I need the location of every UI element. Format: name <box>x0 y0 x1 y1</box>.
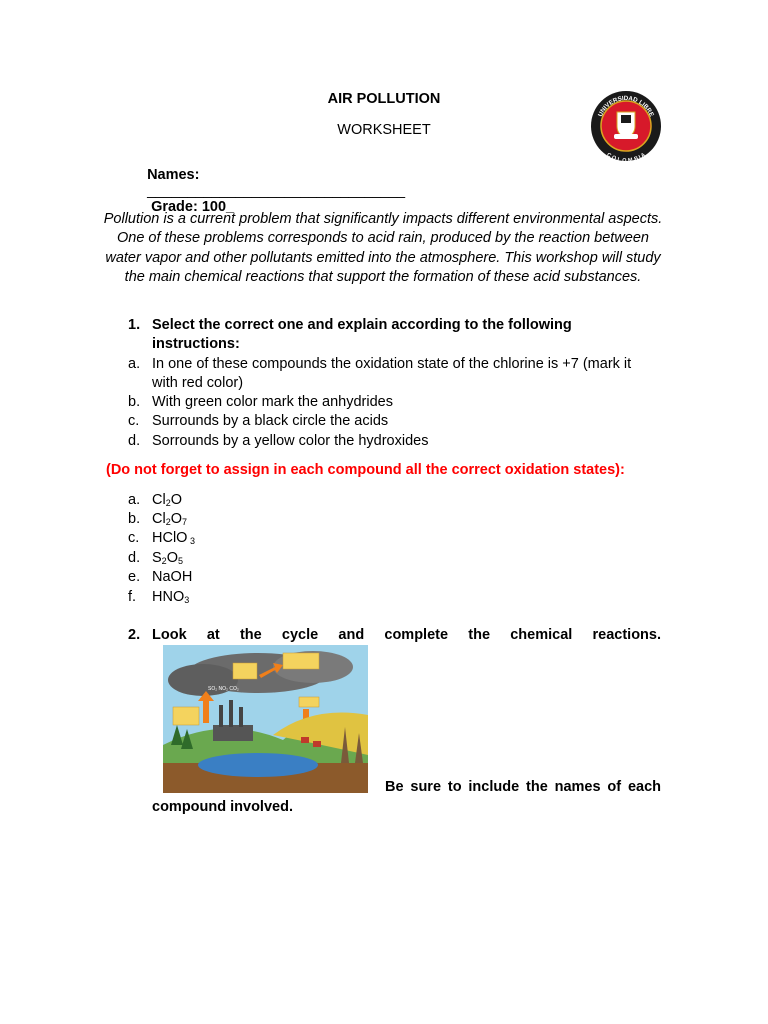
q2-number: 2. <box>128 627 141 643</box>
compound-formula[interactable]: HClO $_3$ <box>152 530 195 546</box>
q1-item-marker: a. <box>128 356 141 372</box>
compound-formula[interactable]: $HNO_3$ <box>152 589 190 605</box>
q2-word: chemical <box>510 627 573 643</box>
q2-word: to <box>447 779 462 795</box>
q2-line3: compound involved. <box>152 799 293 815</box>
q1-instruction-line2: instructions: <box>152 336 240 352</box>
compound-marker: f. <box>128 589 137 605</box>
q2-word: include <box>468 779 520 795</box>
q1-item-text: In one of these compounds the oxidation state of the chlorine is +7 (mark it <box>152 356 632 372</box>
q1-item-marker: d. <box>128 433 141 449</box>
q2-word: complete <box>384 627 449 643</box>
q1-instruction-line1: Select the correct one and explain according to the following <box>152 317 572 333</box>
q2-word: reactions. <box>592 627 661 643</box>
seal-bottom-text: COLOMBIA <box>605 152 647 162</box>
q2-line2 <box>385 779 661 795</box>
compound-marker: b. <box>128 511 141 527</box>
q2-word: each <box>627 779 661 795</box>
oxidation-warning: (Do not forget to assign in each compound all the correct oxidation states): <box>106 462 625 478</box>
q1-item-text-cont: with red color) <box>152 375 244 391</box>
compound-formula[interactable]: $Cl_2O$ <box>152 492 182 508</box>
compound-marker: d. <box>128 550 141 566</box>
q1-item-marker: c. <box>128 413 140 429</box>
q1-number: 1. <box>128 317 141 333</box>
q2-word: the <box>239 627 262 643</box>
q2-word: the <box>526 779 548 795</box>
intro-paragraph: Pollution is a current problem that significantly impacts different environmental aspects. One of these problems corresponds to acid rain, produced by the reaction between water vapor and other pollutants emitted into the atmosphere. This workshop will study the main chemical reactions that support the formation of these acid substances. <box>103 211 663 286</box>
q1-item-text: Surrounds by a black circle the acids <box>152 413 389 429</box>
compound-formula[interactable]: $Cl_2O_7$ <box>152 511 188 527</box>
seal-top-text: UNIVERSIDAD LIBRE <box>596 94 656 118</box>
q2-word: and <box>338 627 365 643</box>
q1-item-marker: b. <box>128 394 141 410</box>
compound-formula[interactable]: $S_2O_5$ <box>152 550 183 566</box>
q2-word: the <box>468 627 491 643</box>
q1-item-text: Sorrounds by a yellow color the hydroxides <box>152 433 429 449</box>
q2-word: names <box>554 779 601 795</box>
q2-word: of <box>607 779 622 795</box>
compound-marker: a. <box>128 492 141 508</box>
q2-word: Look <box>152 627 187 643</box>
q1-item-text: With green color mark the anhydrides <box>152 394 393 410</box>
compound-marker: c. <box>128 530 140 546</box>
grade-label: Grade: 100_ <box>151 199 235 215</box>
gas-label: SO₂ NO₂ CO₂ <box>208 686 239 692</box>
names-line <box>139 151 405 215</box>
q2-word: Be <box>385 779 404 795</box>
q2-line1 <box>152 627 661 643</box>
acid-rain-cycle-diagram <box>163 645 368 793</box>
compound-marker: e. <box>128 569 141 585</box>
worksheet-subtitle: WORKSHEET <box>337 122 431 138</box>
worksheet-title: AIR POLLUTION <box>327 91 441 107</box>
names-label: Names: <box>147 167 200 183</box>
compound-formula[interactable]: NaOH <box>152 569 193 585</box>
q2-word: sure <box>410 779 442 795</box>
q2-word: at <box>206 627 220 643</box>
names-blank[interactable]: ________________________________ <box>147 183 406 199</box>
university-seal-logo <box>590 90 662 162</box>
q2-word: cycle <box>281 627 319 643</box>
